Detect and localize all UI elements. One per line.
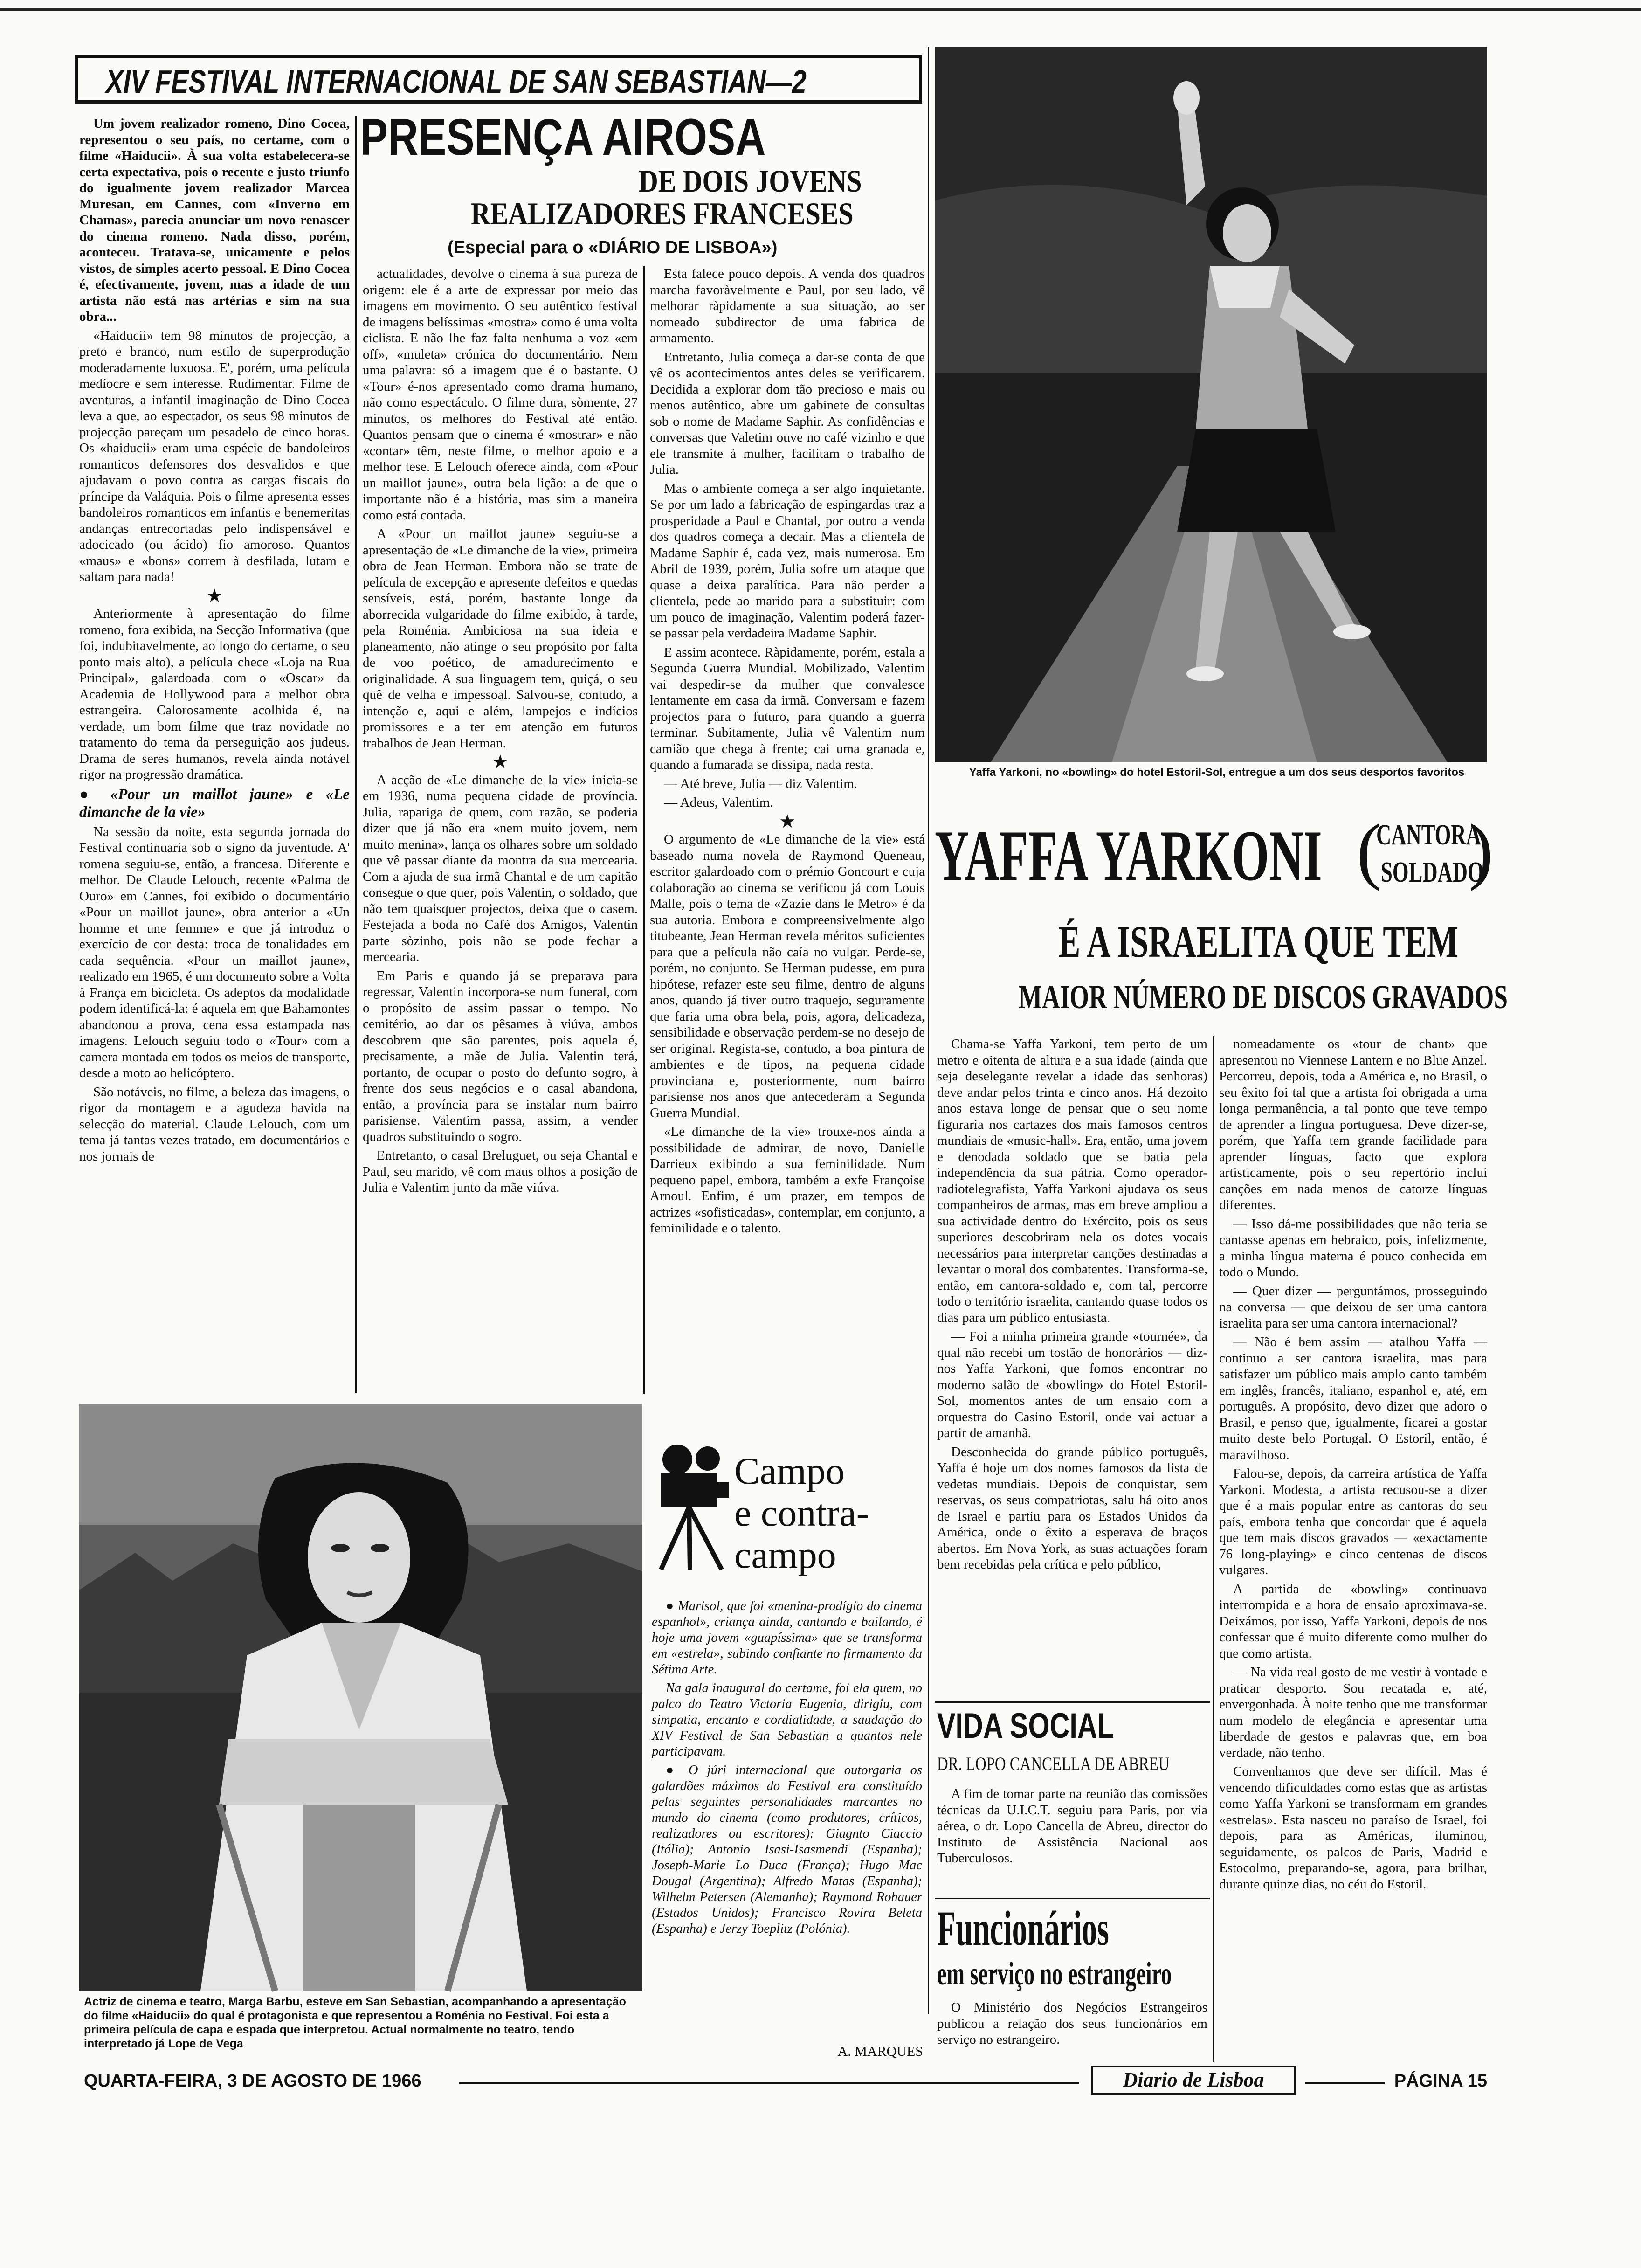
star-separator: ★ (206, 585, 223, 606)
paragraph: A partida de «bowling» continuava interrompida e a hora de ensaio aproximava-se. Deixámos, por isso, Yaffa Yarkoni, depois de nos confessar que é muito diferente como mulher do que como artista. (1219, 1581, 1487, 1661)
paragraph: São notáveis, no filme, a beleza das imagens, o rigor da montagem e a agudeza havida na selecção do material. Claude Lelouch, com um tema já tantas vezes tratado, em documentários e nos jornais de (79, 1084, 350, 1164)
signature: A. MARQUES (837, 2044, 923, 2059)
star-separator: ★ (492, 751, 509, 772)
column-rule (928, 47, 929, 2014)
article-column-1 (79, 116, 350, 1393)
paragraph: O Ministério dos Negócios Estrangeiros publicou a relação dos seus funcionários em serviço no estrangeiro. (937, 2000, 1207, 2047)
campo-title-2: e contra- (734, 1492, 869, 1534)
bracket-right: ) (1469, 809, 1494, 892)
paragraph: A acção de «Le dimanche de la vie» inicia-se em 1936, numa pequena cidade de província. Julia, rapariga de quem, com razão, se poderia dizer que já não era «nem muito jovem, nem muito menina», lança os olhares sobre um soldado que vê passar diante da montra da sua mercearia. Com a ajuda de sua irmã Chantal e de um capitão consegue o que quer, pois Valentin, o soldado, que não tem quaisquer projectos, deixa que o casem. Festejada a boda no Café dos Amigos, Valentin parte sòzinho, pois não se pode fechar a mercearia. (363, 772, 638, 964)
paragraph: actualidades, devolve o cinema à sua pureza de origem: ele é a arte de expressar por meio das imagens em movimento. O seu autêntico festival de imagens belíssimas «mostra» como é uma volta ciclista. E não lhe faz falta nenhuma a voz «em off», «muleta» crónica do documentário. Nem uma palavra: só a imagem que é o bastante. O «Tour» é-nos apresentado como drama humano, não como espectáculo. O filme dura, sòmente, 27 minutos, os melhores do Festival até então. Quantos pensam que o cinema é «mostrar» e não «contar» têm, neste filme, o melhor apoio e a melhor tese. E Lelouch oferece ainda, com «Pour un maillot jaune», outra bela lição: a de que o importante não é a história, mas sim a maneira como está contada. (363, 266, 638, 523)
footer-logo: Diario de Lisboa (1091, 2066, 1296, 2095)
yaffa-subhead-1: É A ISRAELITA QUE TEM (1058, 917, 1459, 967)
footer-page-number: PÁGINA 15 (1394, 2071, 1487, 2091)
paragraph: Em Paris e quando já se preparava para regressar, Valentin incorpora-se num funeral, com o propósito de assim passar o tempo. No cemitério, ao dar os pêsames à viúva, ambos descobrem que são parentes, pois aquela é, precisamente, a mãe de Julia. Valentin terá, portanto, de ocupar o posto do defunto sogro, à frente dos seus negócios e o casal abandona, então, a província para se instalar num bairro parisiense. Valentim passa, assim, a vender quadros substituindo o sogro. (363, 968, 638, 1144)
vida-social-text (937, 1786, 1207, 1884)
article-column-2 (363, 266, 638, 1394)
funcionarios-subtitle: em serviço no estrangeiro (937, 1956, 1172, 1992)
paragraph: Mas o ambiente começa a ser algo inquietante. Se por um lado a fabricação de espingardas traz a prosperidade a Paul e Chantal, por outro a venda dos quadros começa a decair. Mas a clientela de Madame Saphir é, cada vez, mais numerosa. Em Abril de 1939, porém, Julia sofre um ataque que quase a deixa paralítica. Para não perder a clientela, pede ao marido para a substituir: com um pouco de imaginação, Valentim poderá fazer-se passar pela verdadeira Madame Saphir. (650, 481, 925, 641)
film-camera-icon (652, 1441, 731, 1571)
footer-rule-left (459, 2082, 1079, 2084)
article-subhead-1: DE DOIS JOVENS (639, 163, 862, 199)
footer-date: QUARTA-FEIRA, 3 DE AGOSTO DE 1966 (84, 2071, 421, 2091)
article-byline: (Especial para o «DIÁRIO DE LISBOA») (448, 238, 778, 257)
yaffa-photo (935, 47, 1487, 762)
paragraph: O argumento de «Le dimanche de la vie» está baseado numa novela de Raymond Queneau, escritor galardoado com o prémio Goncourt e cuja colaboração ao cinema se verificou já com Louis Malle, pois o tema de «Zazie dans le Metro» é da sua autoria. Embora e compreensivelmente algo titubeante, Jean Herman revela méritos suficientes para que a película não caía no vulgar. Perde-se, porém, no conjunto. Se Herman pudesse, em pura hipótese, refazer este seu filme, dentro de alguns anos, quando já tiver outro traquejo, seguramente que faria uma obra bela, pois, agora, delicadeza, sensibilidade e observação perdem-se no desejo de ser original. Regista-se, contudo, a boa pintura de ambientes e de tipos, na pequena cidade provinciana e, posteriormente, num bairro parisiense nos anos que antecederam a Segunda Guerra Mundial. (650, 832, 925, 1120)
paragraph: Convenhamos que deve ser difícil. Mas é vencendo dificuldades como estas que as artistas como Yaffa Yarkoni se transformam em grandes «estrelas». Esta nasceu no paraíso de Israel, foi depois, para as Américas, iluminou, seguidamente, os palcos de Paris, Madrid e Estocolmo, preparando-se, agora, para brilhar, durante quinze dias, no céu do Estoril. (1219, 1764, 1487, 1892)
paragraph: A «Pour un maillot jaune» seguiu-se a apresentação de «Le dimanche de la vie», primeira obra de Jean Herman. Embora não se trate de película de excepção e apresente defeitos e quedas sensíveis, está, porém, bastante longe da aborrecida vulgaridade do filme exibido, à tarde, pela Roménia. Ambiciosa na sua ideia e planeamento, não atinge o seu propósito por falta de voo poético, de amadurecimento e originalidade. A sua linguagem tem, quiçá, o seu quê de velha e impessoal. Salvou-se, contudo, a intenção e, aqui e além, lampejos e indícios promissores e a ter em atenção em futuros trabalhos de Jean Herman. (363, 526, 638, 751)
column-rule (355, 116, 357, 1393)
funcionarios-title: Funcionários (937, 1901, 1109, 1956)
yaffa-subhead-2: MAIOR NÚMERO DE DISCOS GRAVADOS (1019, 978, 1508, 1016)
paragraph: A fim de tomar parte na reunião das comissões técnicas da U.I.C.T. seguiu para Paris, por via aérea, o dr. Lopo Cancella de Abreu, director do Instituto de Assistência Nacional aos Tuberculosos. (937, 1786, 1207, 1866)
actress-photo-image (79, 1404, 642, 1991)
paragraph: — Quer dizer — perguntámos, prosseguindo na conversa — que deixou de ser uma cantora israelita para ser uma cantora internacional? (1219, 1283, 1487, 1331)
campo-title-1: Campo (734, 1450, 845, 1492)
bracket-left: ( (1357, 809, 1382, 892)
paragraph: Na sessão da noite, esta segunda jornada do Festival continuaria sob o signo da juventude. A' romena seguiu-se, então, a francesa. Diferente e melhor. De Claude Lelouch, recente «Palma de Ouro» em Cannes, foi exibido o documentário «Pour un maillot jaune», obra anterior a «Un homme et une femme» e que já introduz o exercício de cor desta: troca de tonalidades em cada sequência. «Pour un maillot jaune», realizado em 1965, é um documento sobre a Volta à França em bicicleta. Os adeptos da modalidade podem identificá-la: é aquela em que Bahamontes abandonou a prova, cena essa estampada nas imagens. Lelouch seguiu todo o «Tour» com a camera montada em todos os meios de transporte, desde a moto ao helicóptero. (79, 824, 350, 1080)
article-headline: PRESENÇA AIROSA (360, 109, 766, 166)
paragraph: Anteriormente à apresentação do filme romeno, fora exibida, na Secção Informativa (que foi, indubitavelmente, ao longo do certame, o seu ponto mais alto), a película chece «Loja na Rua Principal», galardoada com o «Oscar» da Academia de Hollywood para a melhor obra estrangeira. Calorosamente acolhida é, na verdade, um bom filme que traz novidade no tratamento do tema da perseguição aos judeus. Drama de seres humanos, revela ainda notável rigor na progressão dramática. (79, 606, 350, 782)
paragraph: Chama-se Yaffa Yarkoni, tem perto de um metro e oitenta de altura e a sua idade (ainda que seja deselegante revelar a idade das senhoras) deve andar pelos trinta e cinco anos. Há dezoito anos estava longe de pensar que o seu nome figuraria nos cartazes dos mais famosos centros mundiais de «music-hall». Era, então, uma jovem e denodada soldado que se batia pela independência da sua pátria. Como operador-radiotelegrafista, Yaffa Yarkoni ajudava os seus companheiros de armas, mas em breve ampliou a sua actividade dentro do Exército, pois os seus superiores descobriram nela os dotes vocais necessários para interpretar canções destinadas a levantar o moral dos combatentes. Transforma-se, então, em cantora-soldado e, com tal, percorre todo o território israelita, cantando quase todos os dias para um público entusiasta. (937, 1037, 1207, 1325)
paragraph: — Até breve, Julia — diz Valentim. (664, 776, 858, 791)
camera-icon (652, 1441, 731, 1571)
paragraph: Desconhecida do grande público português, Yaffa é hoje um dos nomes famosos da lista de vedetas mundiais. Depois de conquistar, sem reservas, os seus compatriotas, salu há oito anos de Israel e partiu para os Estados Unidos da América, onde o êxito a esperava de braços abertos. Em Nova York, as suas actuações foram bem recebidas pela crítica e pelo público, (937, 1444, 1207, 1572)
star-separator: ★ (779, 810, 796, 832)
column-rule (643, 266, 645, 1394)
paragraph: — Adeus, Valentim. (664, 795, 773, 810)
paragraph: «Haiducii» tem 98 minutos de projecção, a preto e branco, num estilo de superprodução moderadamente luxuosa. E', porém, uma película medíocre e sem interesse. Rudimentar. Filme de aventuras, a infantil imaginação de Dino Cocea leva a que, ao espectador, os seus 98 minutos de projecção pareçam um pesadelo de cinco horas. Os «haiducii» eram uma espécie de bandoleiros romanticos defensores dos desvalidos e que ajudavam o povo contra as cargas fiscais do príncipe da Valáquia. Pois o filme apresenta esses bandoleiros romanticos em infantis e benemeritas andanças entrecortadas pelo indispensável e adocicado (ou ácido) fio amoroso. Quantos «maus» e «bons» correm à desfilada, lutam e saltam para nada! (79, 328, 350, 584)
top-rule (0, 8, 1641, 11)
yaffa-name: YAFFA YARKONI (935, 816, 1322, 896)
funcionarios-text (937, 1999, 1207, 2069)
section-rule (935, 1701, 1210, 1703)
campo-column (652, 1598, 922, 2041)
paragraph: «Le dimanche de la vie» trouxe-nos ainda a possibilidade de admirar, de novo, Danielle Darrieux exibindo a sua feminilidade. Num pequeno papel, embora, também a exfe Françoise Arnoul. Enfim, é um prazer, em tempos de actrizes «sofisticadas», contemplar, em conjunto, a feminilidade e o talento. (650, 1124, 925, 1236)
paragraph: E assim acontece. Ràpidamente, porém, estala a Segunda Guerra Mundial. Mobilizado, Valentim vai despedir-se da mulher que convalesce lentamente em casa da irmã. Conversam e fazem projectos para o futuro, para quando a guerra terminar. Subitamente, Julia vê Valentim num camião que chega à frente; cai uma granada e, quando a fumarada se dissipa, nada resta. (650, 644, 925, 772)
yaffa-photo-caption: Yaffa Yarkoni, no «bowling» do hotel Estoril-Sol, entregue a um dos seus desportos favoritos (969, 766, 1465, 779)
yaffa-bracket-soldado: SOLDADO (1381, 857, 1484, 888)
section-header-box (75, 55, 922, 104)
footer-rule-right (1305, 2082, 1385, 2084)
actress-photo-caption: Actriz de cinema e teatro, Marga Barbu, esteve em San Sebastian, acompanhando a apresentação do filme «Haiducii» do qual é protagonista e que representou a Roménia no Festival. Foi esta a primeira película de capa e espada que interpretou. Actual normalmente no teatro, tendo interpretado já Lope de Vega (84, 1995, 626, 2050)
yaffa-column-1 (937, 1036, 1207, 1698)
paragraph: Entretanto, Julia começa a dar-se conta de que vê os acontecimentos antes deles se verificarem. Decidida a explorar dom tão precioso e mais ou menos autêntico, abre um gabinete de consultas sob o nome de Madame Saphir. As confidências e conversas que Valetim ouve no café vizinho e que ele transmite à mulher, facilitam o trabalho de Julia. (650, 349, 925, 477)
section-header-text: XIV FESTIVAL INTERNACIONAL DE SAN SEBASTIAN—2 (106, 63, 807, 100)
paragraph: Na gala inaugural do certame, foi ela quem, no palco do Teatro Victoria Eugenia, dirigiu, com simpatia, encanto e cordialidade, a saudação do XIV Festival de San Sebastian a quantos nele participavam. (652, 1681, 922, 1759)
paragraph: — Na vida real gosto de me vestir à vontade e praticar desporto. Sou recatada e, até, envergonhada. À noite tenho que me transformar num modelo de elegância e apresentar uma liberdade de gestos e palavras que, em boa verdade, não tenho. (1219, 1665, 1487, 1760)
actress-photo (79, 1404, 642, 1991)
subheading: ● «Pour un maillot jaune» e «Le dimanche de la vie» (79, 786, 350, 821)
article-subhead-2: REALIZADORES FRANCESES (471, 196, 854, 231)
section-rule (935, 1898, 1210, 1899)
paragraph: ● O júri internacional que outorgaria os galardões máximos do Festival era constituído pelas seguintes personalidades marcantes no mundo do cinema (como produtores, críticos, realizadores ou escritores): Giagnto Ciaccio (Itália); Antonio Isasi-Isasmendi (Espanha); Joseph-Marie Lo Duca (França); Hugo Mac Dougal (Argentina); Alfredo Matas (Espanha); Wilhelm Petersen (Alemanha); Raymond Rohauer (Estados Unidos); Francisco Rovira Beleta (Espanha) e Jerzy Toeplitz (Polónia). (652, 1763, 922, 1936)
yaffa-bracket-cantora: CANTORA (1376, 819, 1481, 851)
paragraph: — Isso dá-me possibilidades que não teria se cantasse apenas em hebraico, pois, infelizmente, a minha língua materna é pouco conhecida em todo o Mundo. (1219, 1216, 1487, 1279)
paragraph: Entretanto, o casal Breluguet, ou seja Chantal e Paul, seu marido, vê com maus olhos a posição de Julia e Valentim junto da mãe viúva. (363, 1148, 638, 1195)
vida-social-title: VIDA SOCIAL (937, 1706, 1114, 1746)
paragraph: — Não é bem assim — atalhou Yaffa — continuo a ser cantora israelita, mas para satisfazer um público mais amplo canto também em inglês, francês, italiano, espanhol e, até, em português. A propósito, devo dizer que adoro o Brasil, e penso que, igualmente, ficarei a gostar muito deste belo Portugal. O Estoril, então, é maravilhoso. (1219, 1335, 1487, 1462)
paragraph: ● Marisol, que foi «menina-prodígio do cinema espanhol», criança ainda, cantando e bailando, é hoje uma jovem «guapíssima» que se transforma em «estrela», subindo confiante no firmamento da Sétima Arte. (652, 1599, 922, 1677)
paragraph: nomeadamente os «tour de chant» que apresentou no Viennese Lantern e no Blue Anzel. Percorreu, depois, toda a América e, no Brasil, o seu êxito foi tal que a artista foi obrigada a uma longa permanência, a tal ponto que teve tempo de aprender a língua portuguesa. Deve dizer-se, porém, que Yaffa tem grande facilidade para aprender línguas, facto que explora artisticamente, pois o seu repertório inclui canções em nada menos de catorze línguas diferentes. (1219, 1037, 1487, 1212)
paragraph: — Foi a minha primeira grande «tournée», da qual não recebi um tostão de honorários — diz-nos Yaffa Yarkoni, que fomos encontrar no moderno salão de «bowling» do Hotel Estoril-Sol, momentos antes de um ensaio com a orquestra do Casino Estoril, onde vai actuar a partir de amanhã. (937, 1329, 1207, 1440)
yaffa-photo-image (935, 47, 1487, 762)
article-column-3 (650, 266, 925, 1441)
vida-social-subtitle: DR. LOPO CANCELLA DE ABREU (937, 1753, 1170, 1774)
yaffa-column-2 (1219, 1036, 1487, 2062)
campo-title-3: campo (734, 1534, 836, 1576)
paragraph: Falou-se, depois, da carreira artística de Yaffa Yarkoni. Modesta, a artista recusou-se a dizer que é a mais popular entre as cantoras do seu país, embora tenha que concordar que é aquela que tem mais discos gravados — «exactamente 76 long-playing» e cinco centenas de discos vulgares. (1219, 1466, 1487, 1577)
column-rule (1213, 1036, 1214, 2062)
paragraph: Um jovem realizador romeno, Dino Cocea, representou o seu país, no certame, com o filme «Haiducii». À sua volta estabelecera-se certa expectativa, pois o recente e justo triunfo do igualmente jovem realizador Marcea Muresan, em Cannes, com «Inverno em Chamas», parecia anunciar um novo renascer do cinema romeno. Nada disso, porém, aconteceu. Tratava-se, unicamente e pelos vistos, de simples acerto pessoal. E Dino Cocea é, efectivamente, jovem, mas a idade de um artista não está nas artérias e sim na sua obra... (79, 116, 350, 324)
paragraph: Esta falece pouco depois. A venda dos quadros marcha favoràvelmente e Paul, por seu lado, vê melhorar ràpidamente a sua situação, ao ser nomeado subdirector de uma fabrica de armamento. (650, 266, 925, 346)
